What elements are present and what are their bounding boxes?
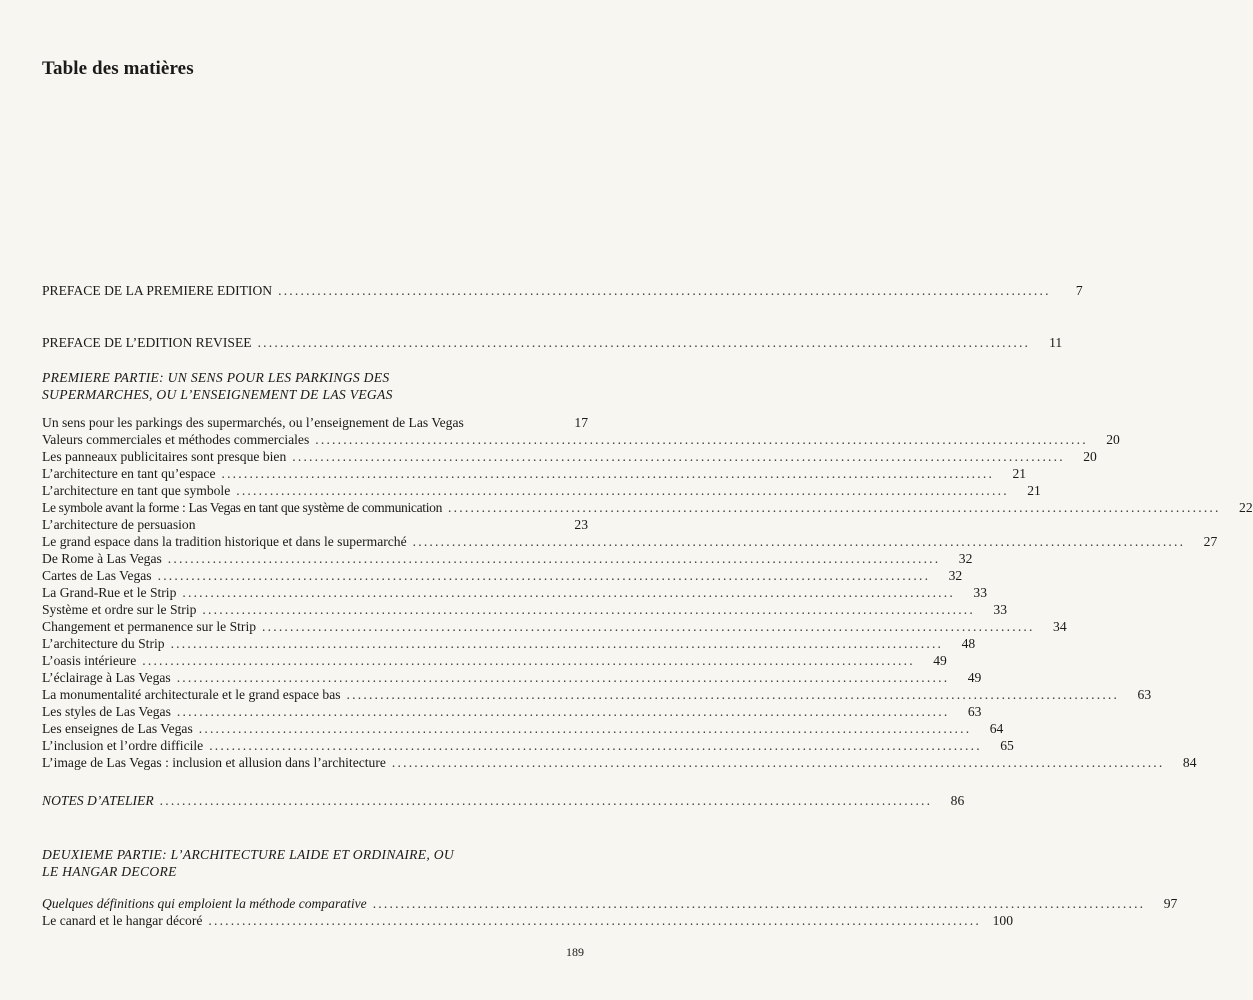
toc-entry-page: 21 bbox=[1027, 483, 1041, 498]
toc-entry-page: 22 bbox=[1239, 500, 1253, 515]
toc-entry-label: Système et ordre sur le Strip bbox=[42, 602, 197, 617]
section-heading-line: PREMIERE PARTIE: UN SENS POUR LES PARKINGS DES bbox=[42, 370, 390, 385]
toc-entry-label: L’architecture du Strip bbox=[42, 636, 165, 651]
toc-entry-label: Les styles de Las Vegas bbox=[42, 704, 171, 719]
toc-entry bbox=[42, 550, 973, 567]
dot-leader: .......................................................................................................................................... bbox=[346, 687, 1120, 702]
toc-entry bbox=[42, 584, 987, 601]
toc-entry-page: 97 bbox=[1163, 896, 1178, 911]
toc-entry-label: NOTES D’ATELIER bbox=[42, 793, 154, 808]
dot-leader: .......................................................................................................................................... bbox=[278, 283, 1051, 298]
toc-entry-page: 48 bbox=[961, 636, 976, 651]
toc-entry-label: L’oasis intérieure bbox=[42, 653, 137, 668]
toc-entry-label: L’éclairage à Las Vegas bbox=[42, 670, 171, 685]
dot-leader: .......................................................................................................................................... bbox=[198, 721, 972, 736]
toc-entry-page: 7 bbox=[1075, 283, 1083, 298]
dot-leader: .......................................................................................................................................... bbox=[176, 670, 950, 685]
toc-entry-page: 32 bbox=[958, 551, 973, 566]
toc-entry-notes bbox=[42, 792, 965, 809]
dot-leader: .......................................................................................................................................... bbox=[412, 534, 1186, 549]
toc-entry bbox=[42, 499, 1253, 516]
toc-entry-page: 49 bbox=[933, 653, 947, 668]
toc-entry bbox=[42, 516, 588, 533]
toc-entry-label: Les panneaux publicitaires sont presque bien bbox=[42, 449, 287, 464]
toc-entry-page: 63 bbox=[967, 704, 982, 719]
dot-leader: .......................................................................................................................................... bbox=[182, 585, 955, 600]
dot-leader: .......................................................................................................................................... bbox=[262, 619, 1035, 634]
dot-leader: .......................................................................................................................................... bbox=[221, 466, 995, 481]
toc-entry-label: Valeurs commerciales et méthodes commerciales bbox=[42, 432, 310, 447]
toc-entry-label: L’inclusion et l’ordre difficile bbox=[42, 738, 204, 753]
toc-entry bbox=[42, 431, 1120, 448]
dot-leader: .......................................................................................................................................... bbox=[202, 602, 976, 617]
page-number: 189 bbox=[566, 945, 584, 959]
toc-entry bbox=[42, 567, 963, 584]
toc-entry-page: 63 bbox=[1137, 687, 1152, 702]
dot-leader: .......................................................................................................................................... bbox=[315, 432, 1088, 447]
dot-leader: .......................................................................................................................................... bbox=[448, 500, 1221, 515]
toc-entry-label: Cartes de Las Vegas bbox=[42, 568, 152, 583]
toc-entry-page: 100 bbox=[992, 913, 1013, 928]
dot-leader: .......................................................................................................................................... bbox=[292, 449, 1065, 464]
toc-entry-label: PREFACE DE LA PREMIERE EDITION bbox=[42, 283, 273, 298]
toc-entry bbox=[42, 737, 1014, 754]
page-title: Table des matières bbox=[42, 58, 194, 79]
toc-entry-label: L’architecture en tant que symbole bbox=[42, 483, 231, 498]
toc-entry-label: La monumentalité architecturale et le grand espace bas bbox=[42, 687, 341, 702]
toc-entry-label: Le symbole avant la forme : Las Vegas en tant que système de communication bbox=[42, 500, 443, 515]
toc-entry-label: La Grand-Rue et le Strip bbox=[42, 585, 177, 600]
section-heading-line: SUPERMARCHES, OU L’ENSEIGNEMENT DE LAS VEGAS bbox=[42, 387, 393, 402]
toc-entry bbox=[42, 720, 1004, 737]
section-heading-line: DEUXIEME PARTIE: L’ARCHITECTURE LAIDE ET ORDINAIRE, OU bbox=[42, 847, 455, 862]
toc-entry bbox=[42, 669, 982, 686]
toc-entry-label: L’architecture de persuasion bbox=[42, 517, 196, 532]
dot-leader: .......................................................................................................................................... bbox=[372, 896, 1146, 911]
toc-entry bbox=[42, 618, 1067, 635]
toc-entry-page: 34 bbox=[1053, 619, 1067, 634]
toc-entry-page: 64 bbox=[989, 721, 1004, 736]
dot-leader: .......................................................................................................................................... bbox=[257, 335, 1031, 350]
section-heading-part-two bbox=[42, 846, 562, 880]
toc-entry bbox=[42, 652, 947, 669]
toc-entry-page: 23 bbox=[574, 517, 588, 532]
toc-entry-page: 33 bbox=[993, 602, 1008, 617]
toc-entry-page: 17 bbox=[574, 415, 588, 430]
toc-entry-label: De Rome à Las Vegas bbox=[42, 551, 162, 566]
toc-entry bbox=[42, 533, 1218, 550]
dot-leader: .......................................................................................................................................... bbox=[391, 755, 1165, 770]
section-heading-line: LE HANGAR DECORE bbox=[42, 864, 177, 879]
toc-entry bbox=[42, 686, 1152, 703]
toc-entry-page: 20 bbox=[1083, 449, 1097, 464]
toc-entry-label: Le canard et le hangar décoré bbox=[42, 913, 203, 928]
toc-entry-label: PREFACE DE L’EDITION REVISEE bbox=[42, 335, 252, 350]
toc-entry-page: 20 bbox=[1106, 432, 1120, 447]
toc-entry-page: 11 bbox=[1049, 335, 1063, 350]
dot-leader: .......................................................................................................................................... bbox=[236, 483, 1009, 498]
toc-entry-page: 86 bbox=[950, 793, 965, 808]
toc-entry bbox=[42, 482, 1041, 499]
toc-entry-preface-revised-edition bbox=[42, 334, 1063, 351]
toc-entry-label: L’architecture en tant qu’espace bbox=[42, 466, 216, 481]
toc-entry-label: Les enseignes de Las Vegas bbox=[42, 721, 193, 736]
section-heading-part-one bbox=[42, 369, 562, 403]
dot-leader: .......................................................................................................................................... bbox=[170, 636, 944, 651]
toc-entry-label: Un sens pour les parkings des supermarchés, ou l’enseignement de Las Vegas bbox=[42, 415, 464, 430]
toc-entry bbox=[42, 912, 1013, 929]
toc-entry bbox=[42, 601, 1008, 618]
dot-leader: .......................................................................................................................................... bbox=[157, 568, 931, 583]
toc-entry bbox=[42, 635, 976, 652]
toc-entry-page: 32 bbox=[948, 568, 963, 583]
toc-entry-page: 21 bbox=[1012, 466, 1027, 481]
toc-entry-preface-first-edition bbox=[42, 282, 1083, 299]
toc-entry-page: 49 bbox=[967, 670, 982, 685]
dot-leader: .......................................................................................................................................... bbox=[142, 653, 915, 668]
toc-entry-label: Le grand espace dans la tradition historique et dans le supermarché bbox=[42, 534, 407, 549]
dot-leader: .......................................................................................................................................... bbox=[159, 793, 933, 808]
toc-entry bbox=[42, 414, 588, 431]
toc-entry-label: Quelques définitions qui emploient la méthode comparative bbox=[42, 896, 367, 911]
toc-entry-page: 33 bbox=[973, 585, 987, 600]
toc-entry bbox=[42, 754, 1197, 771]
dot-leader: .......................................................................................................................................... bbox=[176, 704, 950, 719]
dot-leader: .......................................................................................................................................... bbox=[209, 738, 982, 753]
toc-entry bbox=[42, 465, 1027, 482]
toc-entry-page: 27 bbox=[1203, 534, 1218, 549]
dot-leader: .......................................................................................................................................... bbox=[167, 551, 941, 566]
toc-entry bbox=[42, 448, 1097, 465]
dot-leader: .......................................................................................................................................... bbox=[208, 913, 981, 928]
toc-entry-label: L’image de Las Vegas : inclusion et allusion dans l’architecture bbox=[42, 755, 386, 770]
toc-entry-label: Changement et permanence sur le Strip bbox=[42, 619, 257, 634]
toc-entry bbox=[42, 703, 982, 720]
toc-entry-page: 65 bbox=[1000, 738, 1014, 753]
toc-entry-page: 84 bbox=[1182, 755, 1197, 770]
toc-entry bbox=[42, 895, 1178, 912]
